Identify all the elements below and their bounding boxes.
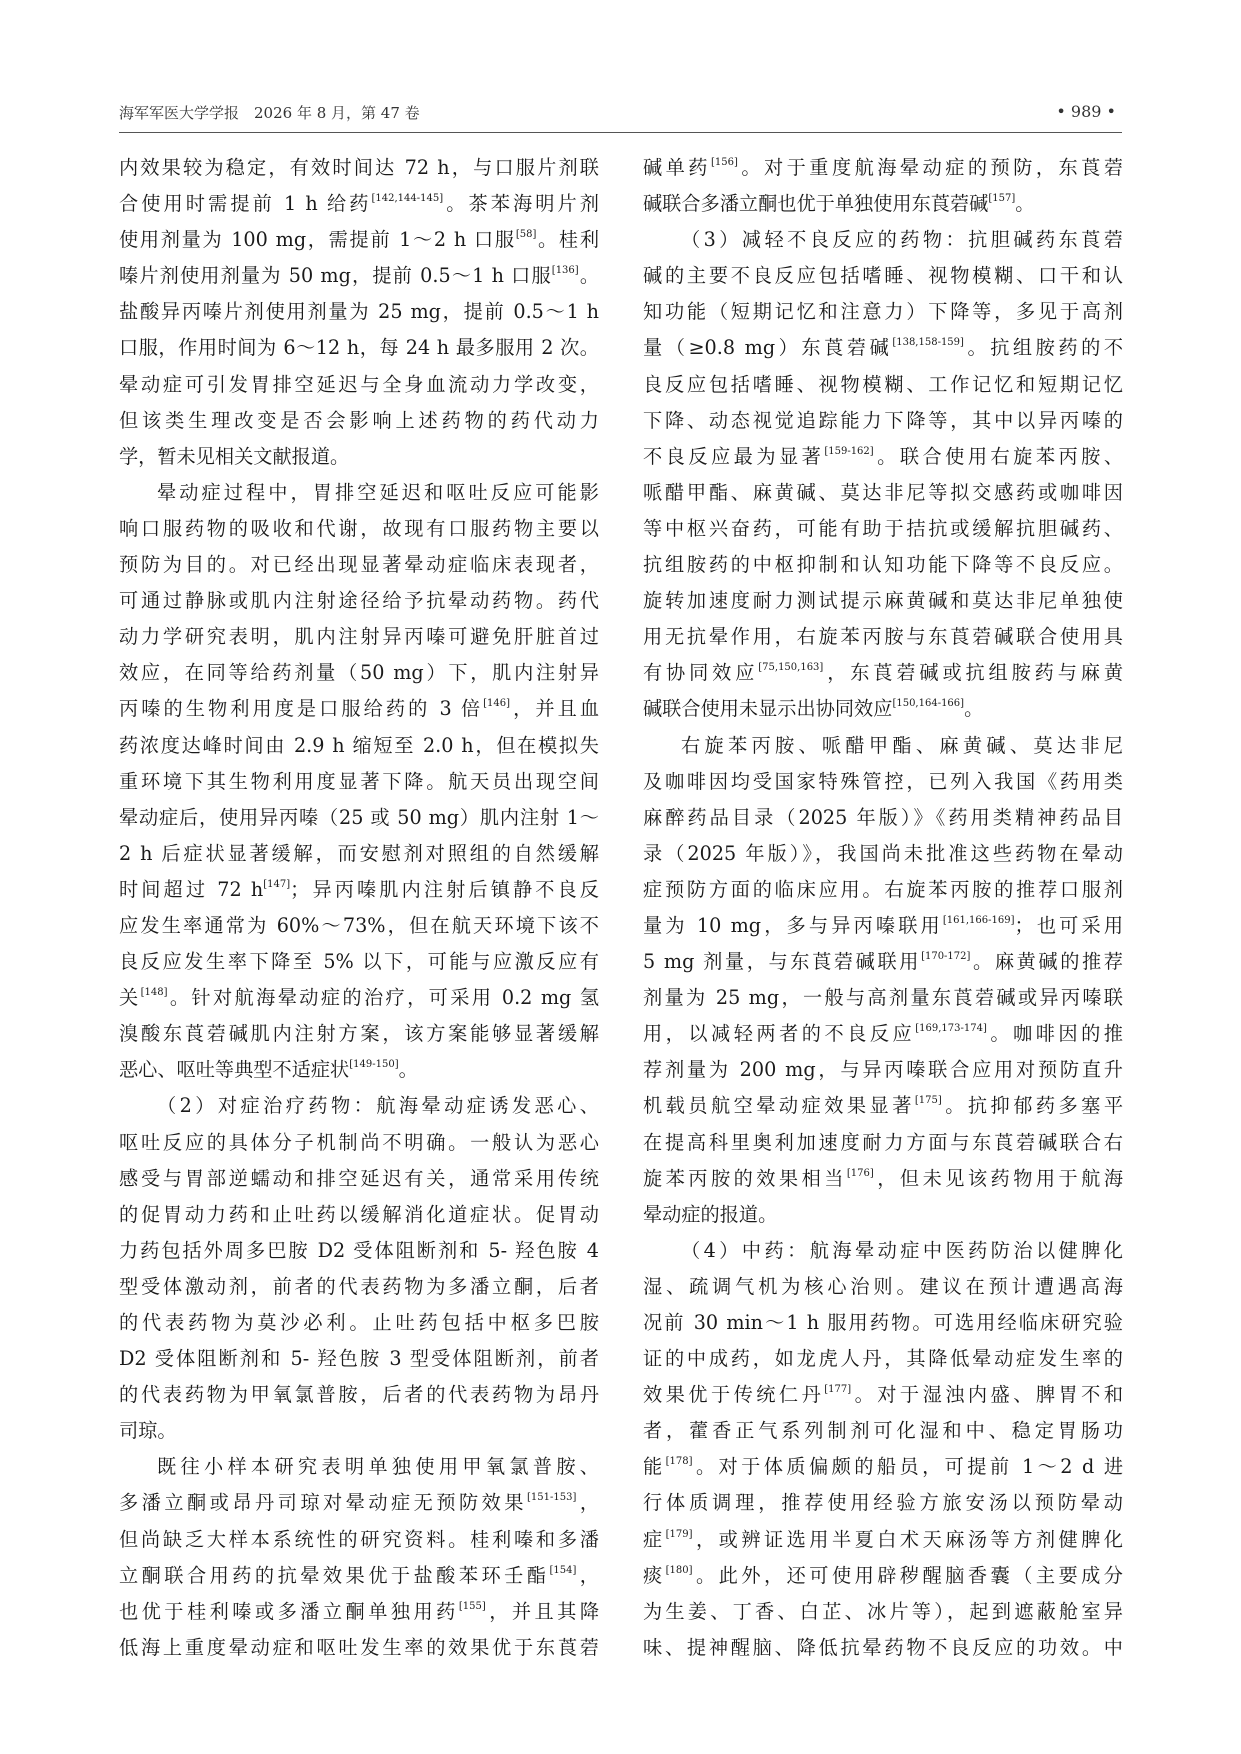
text-line: 的促胃动力药和止吐药以缓解消化道症状。促胃动 (119, 1202, 599, 1226)
text-line: 低海上重度晕动症和呕吐发生率的效果优于东莨菪 (119, 1635, 599, 1659)
citation-ref: [147] (263, 878, 291, 890)
text-line: 麻醉药品目录（2025 年版）》《药用类精神药品目 (643, 805, 1123, 829)
text-line: 旋转加速度耐力测试提示麻黄碱和莫达非尼单独使 (643, 589, 1123, 613)
text-line: 能[178]。对于体质偏颇的船员，可提前 1～2 d 进 (643, 1455, 1124, 1479)
text-line: 症预防方面的临床应用。右旋苯丙胺的推荐口服剂 (643, 877, 1123, 901)
text-line: 5 mg 剂量，与东莨菪碱联用[170-172]。麻黄碱的推荐 (643, 950, 1123, 974)
text-line: 晕动症过程中，胃排空延迟和呕吐反应可能影 (157, 480, 599, 504)
text-line: 盐酸异丙嗪片剂使用剂量为 25 mg，提前 0.5～1 h (119, 300, 599, 324)
citation-ref: [146] (483, 698, 511, 710)
text-line: 学，暂未见相关文献报道。 (119, 444, 350, 468)
text-line: 抗组胺药的中枢抑制和认知功能下降等不良反应。 (643, 553, 1123, 577)
citation-ref: [155] (458, 1600, 486, 1612)
header-rule (119, 132, 1122, 133)
text-line: 预防为目的。对已经出现显著晕动症临床表现者， (119, 553, 599, 577)
citation-ref: [136] (551, 265, 579, 277)
paragraph (119, 1088, 599, 1449)
text-line: 用，以减轻两者的不良反应[169,173-174]。咖啡因的推 (643, 1022, 1123, 1046)
text-line: 用无抗晕作用，右旋苯丙胺与东莨菪碱联合使用具 (643, 625, 1123, 649)
text-line: 重环境下其生物利用度显著下降。航天员出现空间 (119, 769, 599, 793)
text-line: 旋苯丙胺的效果相当[176]，但未见该药物用于航海 (643, 1166, 1124, 1190)
text-line: 立酮联合用药的抗晕效果优于盐酸苯环壬酯[154]， (119, 1563, 599, 1587)
text-line: 恶心、呕吐等典型不适症状[149-150]。 (119, 1058, 418, 1082)
text-line: 痰[180]。此外，还可使用辟秽醒脑香囊（主要成分 (643, 1563, 1123, 1587)
text-line: 呕吐反应的具体分子机制尚不明确。一般认为恶心 (119, 1130, 599, 1154)
text-line: 为生姜、丁香、白芷、冰片等），起到遮蔽舱室异 (643, 1599, 1123, 1623)
text-line: 既往小样本研究表明单独使用甲氧氯普胺、 (157, 1455, 599, 1479)
citation-ref: [150,164-166] (892, 698, 965, 710)
citation-ref: [177] (824, 1384, 852, 1396)
paragraph (643, 728, 1123, 1233)
left-column (119, 150, 599, 1666)
text-line: 者，藿香正气系列制剂可化湿和中、稳定胃肠功 (643, 1419, 1123, 1443)
citation-ref: [180] (665, 1564, 693, 1576)
text-line: 可通过静脉或肌内注射途径给予抗晕动药物。药代 (119, 589, 599, 613)
text-line: 但尚缺乏大样本系统性的研究资料。桂利嗪和多潘 (119, 1527, 599, 1551)
paragraph (119, 1449, 599, 1666)
text-line: 碱单药[156]。对于重度航海晕动症的预防，东莨菪 (643, 156, 1124, 179)
text-line: 效果优于传统仁丹[177]。对于湿浊内盛、脾胃不和 (643, 1383, 1124, 1407)
text-line: 哌醋甲酯、麻黄碱、莫达非尼等拟交感药或咖啡因 (643, 480, 1123, 504)
text-line: 有协同效应[75,150,163]，东莨菪碱或抗组胺药与麻黄 (643, 661, 1124, 685)
citation-ref: [154] (549, 1564, 577, 1576)
citation-ref: [149-150] (349, 1059, 399, 1071)
running-header-journal: 海军军医大学学报 2026 年 8 月，第 47 卷 (119, 104, 420, 122)
citation-ref: [161,166-169] (942, 914, 1015, 926)
text-line: 使用剂量为 100 mg，需提前 1～2 h 口服[58]。桂利 (119, 228, 600, 252)
text-line: 湿、疏调气机为核心治则。建议在预计遭遇高海 (643, 1274, 1123, 1298)
text-line: 的代表药物为莫沙必利。止吐药包括中枢多巴胺 (119, 1311, 599, 1334)
text-line: 量（≥0.8 mg）东莨菪碱[138,158-159]。抗组胺药的不 (643, 336, 1124, 360)
text-line: 机载员航空晕动症效果显著[175]。抗抑郁药多塞平 (643, 1094, 1124, 1118)
text-line: 及咖啡因均受国家特殊管控，已列入我国《药用类 (643, 769, 1123, 793)
text-line: 时间超过 72 h[147]；异丙嗪肌内注射后镇静不良反 (119, 877, 599, 901)
text-line: 量为 10 mg，多与异丙嗪联用[161,166-169]；也可采用 (643, 913, 1124, 937)
text-line: 在提高科里奥利加速度耐力方面与东莨菪碱联合右 (643, 1130, 1123, 1154)
text-line: 录（2025 年版）》，我国尚未批准这些药物在晕动 (643, 841, 1123, 865)
text-line: 司琼。 (119, 1419, 177, 1443)
citation-ref: [156] (710, 157, 738, 168)
text-line: 碱联合使用未显示出协同效应[150,164-166]。 (643, 697, 984, 721)
text-line: 况前 30 min～1 h 服用药物。可选用经临床研究验 (643, 1311, 1123, 1334)
text-line: 的代表药物为甲氧氯普胺，后者的代表药物为昂丹 (119, 1383, 599, 1407)
citation-ref: [157] (988, 193, 1016, 205)
text-line: 证的中成药，如龙虎人丹，其降低晕动症发生率的 (643, 1347, 1123, 1371)
right-column (643, 150, 1123, 1666)
text-line: 荐剂量为 200 mg，与异丙嗪联合应用对预防直升 (643, 1058, 1123, 1082)
text-line: （2）对症治疗药物：航海晕动症诱发恶心、 (157, 1094, 599, 1118)
citation-ref: [58] (515, 229, 537, 241)
text-line: 动力学研究表明，肌内注射异丙嗪可避免肝脏首过 (119, 625, 599, 649)
text-line: 溴酸东莨菪碱肌内注射方案，该方案能够显著缓解 (119, 1022, 599, 1046)
text-line: 良反应包括嗜睡、视物模糊、工作记忆和短期记忆 (643, 372, 1123, 396)
paragraph (643, 1233, 1123, 1666)
text-line: 等中枢兴奋药，可能有助于拮抗或缓解抗胆碱药、 (643, 516, 1123, 540)
citation-ref: [75,150,163] (758, 662, 824, 674)
text-line: （3）减轻不良反应的药物：抗胆碱药东莨菪 (681, 228, 1123, 252)
text-line: 口服，作用时间为 6～12 h，每 24 h 最多服用 2 次。 (119, 336, 599, 360)
text-line: （4）中药：航海晕动症中医药防治以健脾化 (681, 1238, 1123, 1262)
paragraph (119, 475, 599, 1089)
page-number: • 989 • (1056, 102, 1116, 121)
text-line: 2 h 后症状显著缓解，而安慰剂对照组的自然缓解 (119, 841, 599, 865)
text-line: 右旋苯丙胺、哌醋甲酯、麻黄碱、莫达非尼 (681, 733, 1123, 757)
text-line: 型受体激动剂，前者的代表药物为多潘立酮，后者 (119, 1274, 599, 1298)
text-line: 但该类生理改变是否会影响上述药物的药代动力 (119, 408, 599, 432)
citation-ref: [148] (140, 987, 168, 999)
citation-ref: [176] (846, 1167, 874, 1179)
citation-ref: [179] (665, 1528, 693, 1540)
text-line: 症[179]，或辨证选用半夏白术天麻汤等方剂健脾化 (643, 1527, 1123, 1551)
text-line: 力药包括外周多巴胺 D2 受体阻断剂和 5- 羟色胺 4 (119, 1238, 599, 1262)
text-line: 碱联合多潘立酮也优于单独使用东莨菪碱[157]。 (643, 192, 1035, 216)
text-line: 嗪片剂使用剂量为 50 mg，提前 0.5～1 h 口服[136]。 (119, 264, 600, 288)
text-line: 不良反应最为显著[159-162]。联合使用右旋苯丙胺、 (643, 444, 1124, 468)
text-line: 药浓度达峰时间由 2.9 h 缩短至 2.0 h，但在模拟失 (119, 733, 599, 757)
citation-ref: [169,173-174] (915, 1023, 987, 1035)
citation-ref: [159-162] (824, 445, 874, 457)
text-line: 关[148]。针对航海晕动症的治疗，可采用 0.2 mg 氢 (119, 986, 600, 1010)
citation-ref: [151-153] (526, 1492, 577, 1504)
text-line: D2 受体阻断剂和 5- 羟色胺 3 型受体阻断剂，前者 (119, 1347, 599, 1371)
text-line: 感受与胃部逆蠕动和排空延迟有关，通常采用传统 (119, 1166, 599, 1190)
citation-ref: [138,158-159] (892, 337, 964, 349)
text-line: 知功能（短期记忆和注意力）下降等，多见于高剂 (643, 300, 1123, 324)
citation-ref: [178] (665, 1456, 693, 1468)
citation-ref: [142,144-145] (371, 193, 444, 205)
text-line: 碱的主要不良反应包括嗜睡、视物模糊、口干和认 (643, 264, 1123, 288)
text-line: 晕动症后，使用异丙嗪（25 或 50 mg）肌内注射 1～ (119, 805, 599, 829)
text-line: 合使用时需提前 1 h 给药[142,144-145]。茶苯海明片剂 (119, 192, 599, 216)
text-line: 也优于桂利嗪或多潘立酮单独用药[155]，并且其降 (119, 1599, 600, 1623)
text-line: 味、提神醒脑、降低抗晕药物不良反应的功效。中 (643, 1635, 1123, 1659)
text-line: 响口服药物的吸收和代谢，故现有口服药物主要以 (119, 516, 599, 540)
text-line: 晕动症的报道。 (643, 1202, 778, 1226)
text-line: 应发生率通常为 60%～73%，但在航天环境下该不 (119, 913, 599, 937)
text-line: 效应，在同等给药剂量（50 mg）下，肌内注射异 (119, 661, 599, 685)
text-line: 晕动症可引发胃排空延迟与全身血流动力学改变， (119, 372, 599, 396)
text-line: 多潘立酮或昂丹司琼对晕动症无预防效果[151-153]， (119, 1491, 600, 1515)
citation-ref: [170-172] (921, 951, 971, 963)
text-line: 内效果较为稳定，有效时间达 72 h，与口服片剂联 (119, 156, 599, 179)
citation-ref: [175] (914, 1095, 942, 1107)
paragraph (643, 222, 1123, 727)
text-line: 丙嗪的生物利用度是口服给药的 3 倍[146]，并且血 (119, 697, 600, 721)
paragraph (119, 150, 599, 475)
text-line: 剂量为 25 mg，一般与高剂量东莨菪碱或异丙嗪联 (643, 986, 1123, 1010)
text-line: 下降、动态视觉追踪能力下降等，其中以异丙嗪的 (643, 408, 1123, 432)
text-line: 良反应发生率下降至 5% 以下，可能与应激反应有 (119, 950, 599, 974)
paragraph (643, 150, 1123, 222)
text-line: 行体质调理，推荐使用经验方旅安汤以预防晕动 (643, 1491, 1123, 1515)
